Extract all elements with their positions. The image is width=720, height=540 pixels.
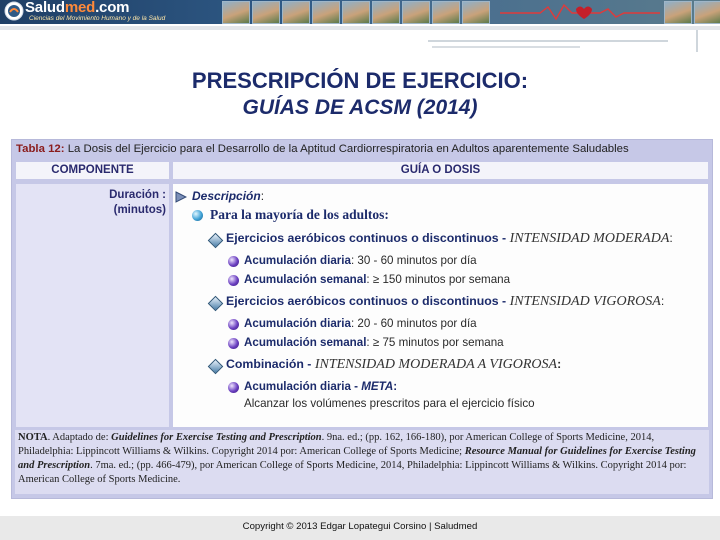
moderate-daily: Acumulación diaria: 30 - 60 minutos por día <box>244 254 477 267</box>
decorative-line <box>432 46 580 48</box>
photo-thumbnail <box>222 1 250 24</box>
photo-thumbnail <box>402 1 430 24</box>
photo-thumbnail <box>664 1 692 24</box>
decorative-line <box>0 26 720 30</box>
heartbeat-ekg-icon <box>500 3 660 21</box>
majority-heading: Para la mayoría de los adultos: <box>210 207 389 222</box>
component-label: Duración : <box>109 189 166 201</box>
moderate-weekly: Acumulación semanal: ≥ 150 minutos por semana <box>244 273 511 286</box>
photo-thumbnail <box>432 1 460 24</box>
table-note: NOTA. Adaptado de: Guidelines for Exercise Testing and Prescription. 9na. ed.; (pp. 162, 166-180), por American College of Sports Medicine, 2014, Philadelphia: Lippincott Williams & Wilkins. Copyright 2014 por: American College of Sports Medicine; Resource Manual for Guidelines for Exercise Testing and Prescription. 7ma. ed.; (pp. 466-479), por American College of Sports Medicine, 2014, Philadelphia: Lippincott Williams & Wilkins. Copyright 2014 por: American College of Sports Medicine. <box>15 430 709 494</box>
purple-bullet-icon <box>228 382 239 393</box>
vigorous-weekly: Acumulación semanal: ≥ 75 minutos por semana <box>244 336 504 349</box>
banner-photo-strip <box>222 1 490 24</box>
slide-title: PRESCRIPCIÓN DE EJERCICIO: <box>191 68 529 93</box>
diamond-bullet-icon <box>208 359 224 375</box>
photo-thumbnail <box>282 1 310 24</box>
description-label: Descripción: <box>192 189 265 203</box>
vigorous-heading: Ejercicios aeróbicos continuos o discontinuos - INTENSIDAD VIGOROSA: <box>226 294 665 309</box>
combination-daily: Acumulación diaria - META: <box>244 380 398 393</box>
diamond-bullet-icon <box>208 233 224 249</box>
photo-thumbnail <box>312 1 340 24</box>
purple-bullet-icon <box>228 256 239 267</box>
arrow-bullet-icon <box>175 191 187 203</box>
component-cell <box>16 184 169 427</box>
decorative-line <box>696 30 698 52</box>
photo-thumbnail <box>372 1 400 24</box>
cyan-bullet-icon <box>192 210 203 221</box>
purple-bullet-icon <box>228 319 239 330</box>
photo-thumbnail <box>694 1 720 24</box>
combination-goal-text: Alcanzar los volúmenes prescritos para el ejercicio físico <box>244 397 535 410</box>
dose-table <box>11 139 713 499</box>
component-unit: (minutos) <box>113 204 166 216</box>
moderate-heading: Ejercicios aeróbicos continuos o discontinuos - INTENSIDAD MODERADA: <box>226 231 673 246</box>
photo-thumbnail <box>462 1 490 24</box>
column-header-dose: GUÍA O DOSIS <box>173 162 708 179</box>
brand-name[interactable]: Saludmed.com <box>25 0 130 16</box>
diamond-bullet-icon <box>208 296 224 312</box>
vigorous-daily: Acumulación diaria: 20 - 60 minutos por día <box>244 317 477 330</box>
photo-thumbnail <box>252 1 280 24</box>
brand-tagline: Ciencias del Movimiento Humano y de la Salud <box>29 15 166 22</box>
table-caption: Tabla 12: La Dosis del Ejercicio para el Desarrollo de la Aptitud Cardiorrespiratoria en Adultos aparentemente Saludables <box>16 143 629 155</box>
column-header-component: COMPONENTE <box>16 162 169 179</box>
combination-heading: Combinación - INTENSIDAD MODERADA A VIGOROSA: <box>226 357 562 372</box>
decorative-line <box>428 40 668 42</box>
dose-cell <box>173 184 708 427</box>
header-banner <box>0 0 720 24</box>
photo-thumbnail <box>342 1 370 24</box>
banner-photo-strip-right <box>664 1 720 24</box>
copyright-text: Copyright © 2013 Edgar Lopategui Corsino | Saludmed <box>242 521 478 532</box>
purple-bullet-icon <box>228 275 239 286</box>
saludmed-logo-icon <box>4 1 24 21</box>
slide-subtitle: GUÍAS DE ACSM (2014) <box>242 96 478 119</box>
purple-bullet-icon <box>228 338 239 349</box>
